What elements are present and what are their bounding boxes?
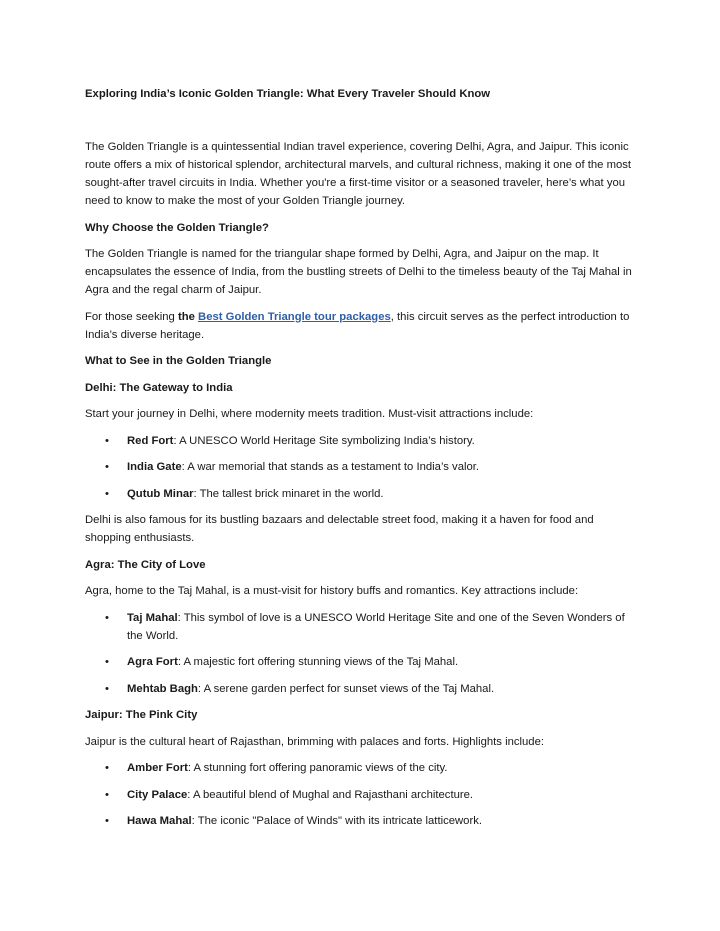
attraction-name: Mehtab Bagh bbox=[127, 682, 198, 695]
bullet-icon: • bbox=[105, 762, 109, 774]
section-heading-jaipur: Jaipur: The Pink City bbox=[85, 709, 198, 721]
attraction-desc: : This symbol of love is a UNESCO World Heritage Site and one of the Seven Wonders of the World. bbox=[127, 611, 625, 642]
attraction-name: Amber Fort bbox=[127, 762, 188, 774]
delhi-intro: Start your journey in Delhi, where modernity meets tradition. Must-visit attractions include: bbox=[85, 408, 534, 420]
attraction-name: City Palace bbox=[127, 788, 188, 801]
intro-paragraph: The Golden Triangle is a quintessential Indian travel experience, covering Delhi, Agra, and Jaipur. This iconic route offers a mix of historical splendor, architectural marvels, and cultural richness, making it one of the most sought-after travel circuits in India. Whether you're a first-time visitor or a seasoned traveler, here’s what you need to know to make the most of your Golden Triangle journey. bbox=[85, 141, 632, 207]
attraction-desc: : The iconic "Palace of Winds" with its intricate latticework. bbox=[191, 815, 483, 827]
list-item bbox=[85, 458, 640, 476]
delhi-attractions-list bbox=[85, 432, 640, 503]
list-item bbox=[85, 680, 640, 698]
list-item bbox=[85, 759, 640, 777]
why-paragraph-2-bold: the bbox=[177, 310, 199, 323]
bullet-icon: • bbox=[105, 815, 109, 827]
attraction-name: India Gate bbox=[127, 461, 182, 473]
jaipur-intro: Jaipur is the cultural heart of Rajasthan, brimming with palaces and forts. Highlights include: bbox=[85, 735, 545, 748]
bullet-icon: • bbox=[105, 434, 109, 447]
bullet-icon: • bbox=[105, 656, 109, 668]
tour-packages-link[interactable]: Best Golden Triangle tour packages bbox=[198, 310, 391, 323]
bullet-icon: • bbox=[105, 611, 109, 624]
attraction-desc: : A war memorial that stands as a testament to India’s valor. bbox=[181, 461, 480, 473]
list-item bbox=[85, 786, 640, 804]
why-paragraph-2-suffix: , this circuit serves as the perfect introduction to India’s diverse heritage. bbox=[85, 310, 630, 341]
list-item bbox=[85, 609, 640, 645]
attraction-desc: : A beautiful blend of Mughal and Rajasthani architecture. bbox=[187, 788, 474, 801]
attraction-name: Agra Fort bbox=[127, 656, 178, 668]
document-title: Exploring India’s Iconic Golden Triangle: What Every Traveler Should Know bbox=[85, 88, 491, 100]
why-paragraph-2 bbox=[85, 308, 640, 344]
bullet-icon: • bbox=[105, 682, 109, 695]
list-item bbox=[85, 812, 640, 830]
attraction-desc: : A majestic fort offering stunning views of the Taj Mahal. bbox=[177, 656, 459, 668]
why-paragraph-1: The Golden Triangle is named for the triangular shape formed by Delhi, Agra, and Jaipur on the map. It encapsulates the essence of India, from the bustling streets of Delhi to the timeless beauty of the Taj Mahal in Agra and the regal charm of Jaipur. bbox=[85, 248, 632, 296]
bullet-icon: • bbox=[105, 461, 109, 473]
agra-intro: Agra, home to the Taj Mahal, is a must-visit for history buffs and romantics. Key attractions include: bbox=[85, 585, 579, 597]
bullet-icon: • bbox=[105, 487, 109, 500]
list-item bbox=[85, 653, 640, 671]
attraction-desc: : A serene garden perfect for sunset views of the Taj Mahal. bbox=[197, 682, 495, 695]
attraction-desc: : A stunning fort offering panoramic views of the city. bbox=[187, 762, 448, 774]
attraction-name: Hawa Mahal bbox=[127, 815, 192, 827]
section-heading-agra: Agra: The City of Love bbox=[85, 558, 206, 571]
bullet-icon: • bbox=[105, 788, 109, 801]
section-heading-why: Why Choose the Golden Triangle? bbox=[85, 221, 269, 234]
section-heading-what: What to See in the Golden Triangle bbox=[85, 355, 272, 367]
list-item bbox=[85, 432, 640, 450]
attraction-name: Taj Mahal bbox=[127, 611, 178, 624]
why-paragraph-2-prefix: For those seeking bbox=[85, 310, 178, 323]
section-heading-delhi: Delhi: The Gateway to India bbox=[85, 381, 233, 394]
attraction-desc: : The tallest brick minaret in the world. bbox=[193, 487, 384, 500]
agra-attractions-list bbox=[85, 609, 640, 698]
attraction-name: Qutub Minar bbox=[127, 487, 194, 500]
list-item bbox=[85, 485, 640, 503]
delhi-outro: Delhi is also famous for its bustling bazaars and delectable street food, making it a haven for food and shopping enthusiasts. bbox=[85, 514, 594, 544]
attraction-name: Red Fort bbox=[127, 434, 174, 447]
jaipur-attractions-list bbox=[85, 759, 640, 830]
attraction-desc: : A UNESCO World Heritage Site symbolizing India’s history. bbox=[173, 434, 475, 447]
